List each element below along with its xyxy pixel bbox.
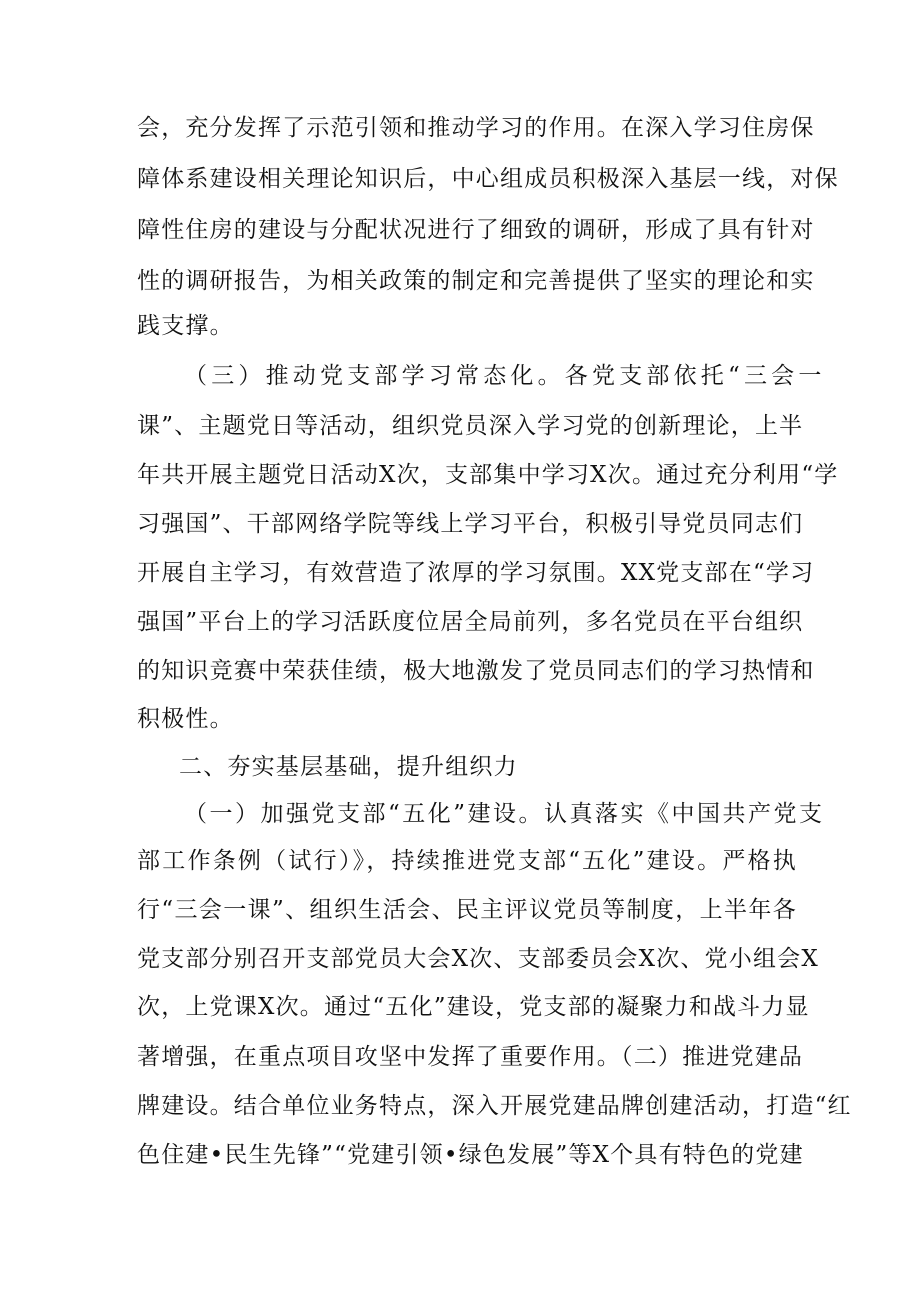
paragraph-line: 牌建设。结合单位业务特点，深入开展党建品牌创建活动，打造“红 xyxy=(137,1093,852,1119)
paragraph-line: 障体系建设相关理论知识后，中心组成员积极深入基层一线，对保 xyxy=(137,166,839,192)
paragraph-line: 会，充分发挥了示范引领和推动学习的作用。在深入学习住房保 xyxy=(137,115,815,141)
section-heading-3: （三）推动党支部学习常态化。各党支部依托“三会一 xyxy=(184,363,826,389)
paragraph-line: 障性住房的建设与分配状况进行了细致的调研，形成了具有针对 xyxy=(137,217,815,243)
paragraph-line: 践支撑。 xyxy=(137,313,234,339)
paragraph-line: 课”、主题党日等活动，组织党员深入学习党的创新理论，上半 xyxy=(137,413,804,439)
paragraph-line: 次，上党课X次。通过“五化”建设，党支部的凝聚力和战斗力显 xyxy=(137,994,810,1020)
paragraph-line: 党支部分别召开支部党员大会X次、支部委员会X次、党小组会X xyxy=(137,946,819,972)
paragraph-line: 强国”平台上的学习活跃度位居全局前列，多名党员在平台组织 xyxy=(137,609,804,635)
paragraph-line: 习强国”、干部网络学院等线上学习平台，积极引导党员同志们 xyxy=(137,511,804,537)
section-heading-2: 二、夯实基层基础，提升组织力 xyxy=(179,754,518,780)
paragraph-line: 著增强，在重点项目攻坚中发挥了重要作用。（二）推进党建品 xyxy=(137,1044,804,1070)
paragraph-line: 性的调研报告，为相关政策的制定和完善提供了坚实的理论和实 xyxy=(137,268,815,294)
paragraph-line: 积极性。 xyxy=(137,706,234,732)
paragraph-line: 部工作条例（试行）》，持续推进党支部“五化”建设。严格执 xyxy=(137,848,797,874)
paragraph-line: 开展自主学习，有效营造了浓厚的学习氛围。XX党支部在“学习 xyxy=(137,560,815,586)
paragraph-line: 年共开展主题党日活动X次，支部集中学习X次。通过充分利用“学 xyxy=(137,462,839,488)
paragraph-line: 的知识竞赛中荣获佳绩，极大地激发了党员同志们的学习热情和 xyxy=(137,658,815,684)
paragraph-line: 色住建•民生先锋”“党建引领•绿色发展”等X个具有特色的党建 xyxy=(137,1142,804,1168)
subsection-heading-1: （一）加强党支部“五化”建设。认真落实《中国共产党支 xyxy=(184,801,825,827)
paragraph-line: 行“三会一课”、组织生活会、民主评议党员等制度，上半年各 xyxy=(137,897,797,923)
